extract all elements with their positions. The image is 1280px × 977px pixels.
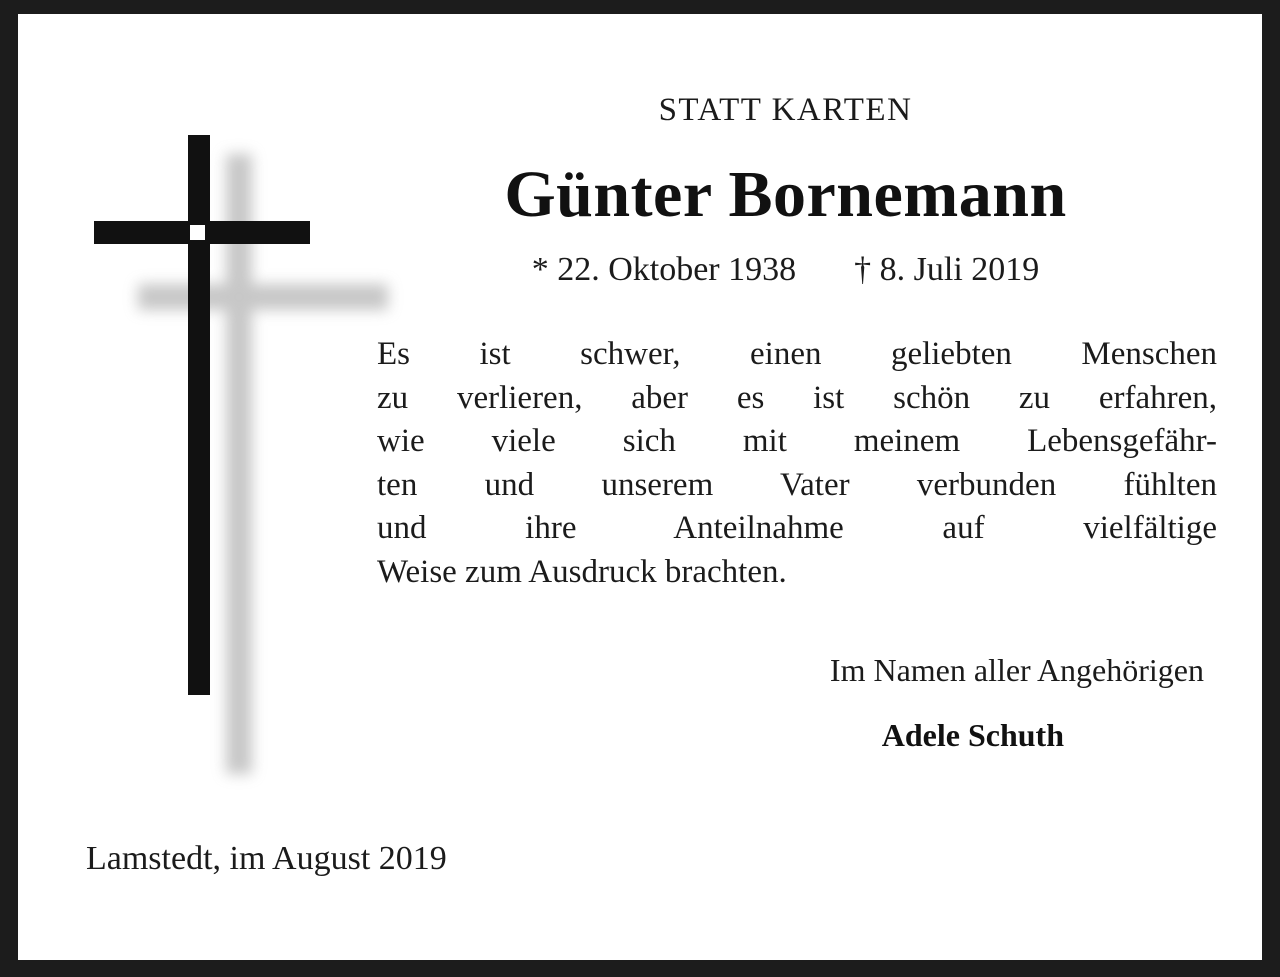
memorial-text bbox=[377, 333, 1217, 594]
memorial-text-line: ten und unserem Vater verbunden fühlten bbox=[377, 466, 1217, 503]
cross-icon bbox=[78, 109, 368, 769]
survivor-name: Adele Schuth bbox=[881, 717, 1064, 754]
notice-content bbox=[363, 74, 1217, 754]
obituary-notice bbox=[18, 14, 1262, 960]
memorial-text-line: zu verlieren, aber es ist schön zu erfahren, bbox=[377, 379, 1217, 416]
memorial-text-line: wie viele sich mit meinem Lebensgefähr- bbox=[377, 423, 1217, 460]
place-and-date: Lamstedt, im August 2019 bbox=[86, 840, 447, 877]
cross-center-highlight bbox=[190, 225, 205, 240]
statt-karten-header: STATT KARTEN bbox=[658, 92, 913, 128]
birth-date: * 22. Oktober 1938 bbox=[531, 251, 797, 288]
cross-vertical-bar bbox=[188, 135, 210, 695]
deceased-name: Günter Bornemann bbox=[504, 158, 1067, 231]
life-dates bbox=[363, 251, 1208, 289]
memorial-text-line: und ihre Anteilnahme auf vielfältige bbox=[377, 510, 1217, 547]
memorial-text-line: Es ist schwer, einen geliebten Menschen bbox=[377, 336, 1217, 372]
death-date: † 8. Juli 2019 bbox=[854, 251, 1040, 288]
closing-block bbox=[363, 652, 1208, 754]
in-name-of-relatives: Im Namen aller Angehörigen bbox=[829, 652, 1204, 689]
cross-main-icon bbox=[78, 109, 328, 699]
memorial-text-line: Weise zum Ausdruck brachten. bbox=[377, 553, 787, 590]
